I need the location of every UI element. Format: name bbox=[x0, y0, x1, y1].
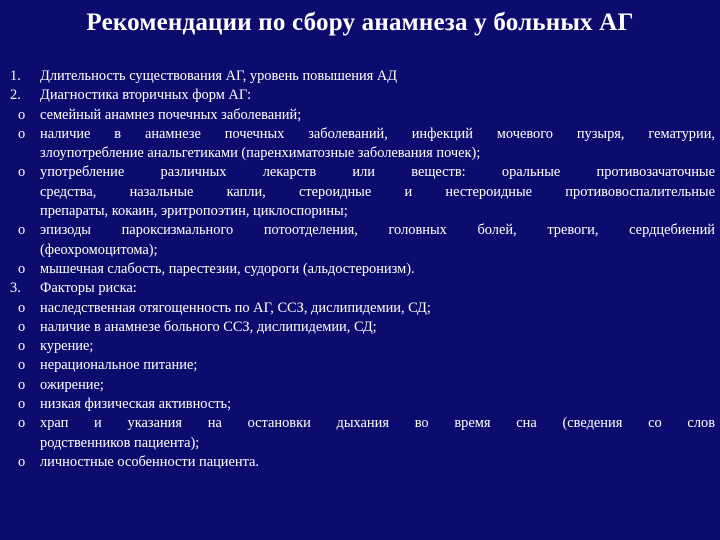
bullet-marker: o bbox=[18, 376, 26, 393]
list-item bbox=[10, 299, 715, 318]
list-item-text: наличие в анамнезе больного ССЗ, дислипидемии, СД; bbox=[40, 318, 377, 335]
bullet-marker: o bbox=[18, 125, 26, 142]
bullet-marker: o bbox=[18, 106, 26, 123]
section-heading: Длительность существования АГ, уровень повышения АД bbox=[40, 68, 398, 84]
list-item-text: препараты, кокаин, эритропоэтин, циклоспорины; bbox=[40, 203, 348, 220]
section-number: 2. bbox=[10, 87, 21, 104]
list-item-text: курение; bbox=[40, 338, 94, 355]
section-heading: Факторы риска: bbox=[40, 280, 137, 297]
bullet-marker: o bbox=[18, 338, 26, 355]
section-1 bbox=[10, 67, 715, 86]
bullet-marker: o bbox=[18, 415, 26, 432]
bullet-marker: o bbox=[18, 299, 26, 316]
list-item bbox=[10, 376, 715, 395]
list-item-text: храп и указания на остановки дыхания во время сна (сведения со слов bbox=[40, 415, 715, 432]
list-item bbox=[10, 337, 715, 356]
bullet-marker: o bbox=[18, 396, 26, 413]
list-item-text: мышечная слабость, парестезии, судороги (альдостеронизм). bbox=[40, 260, 415, 277]
list-item-text: семейный анамнез почечных заболеваний; bbox=[40, 106, 302, 123]
bullet-marker: o bbox=[18, 357, 26, 374]
list-item bbox=[10, 356, 715, 375]
list-item bbox=[10, 221, 715, 260]
list-item-text: низкая физическая активность; bbox=[40, 396, 232, 413]
list-item bbox=[10, 125, 715, 164]
list-item bbox=[10, 414, 715, 453]
list-item bbox=[10, 453, 715, 472]
bullet-marker: o bbox=[18, 453, 26, 470]
section-2 bbox=[10, 86, 715, 105]
list-item-text: эпизоды пароксизмального потоотделения, головных болей, тревоги, сердцебиений bbox=[40, 222, 715, 239]
bullet-marker: o bbox=[18, 222, 26, 239]
section-number: 3. bbox=[10, 280, 21, 297]
bullet-marker: o bbox=[18, 164, 26, 181]
list-item-text: наследственная отягощенность по АГ, ССЗ, дислипидемии, СД; bbox=[40, 299, 431, 316]
list-item-text: (феохромоцитома); bbox=[40, 241, 158, 258]
list-item-text: личностные особенности пациента. bbox=[40, 453, 260, 470]
section-2-list bbox=[10, 106, 715, 280]
section-heading: Диагностика вторичных форм АГ: bbox=[40, 87, 252, 104]
list-item bbox=[10, 106, 715, 125]
list-item-text: употребление различных лекарств или веществ: оральные противозачаточные bbox=[40, 164, 715, 181]
list-item-text: наличие в анамнезе почечных заболеваний, инфекций мочевого пузыря, гематурии, bbox=[40, 125, 715, 142]
slide-body bbox=[10, 67, 715, 472]
list-item bbox=[10, 163, 715, 221]
slide-title: Рекомендации по сбору анамнеза у больных АГ bbox=[86, 9, 634, 36]
list-item bbox=[10, 260, 715, 279]
list-item-text: ожирение; bbox=[40, 376, 104, 393]
list-item-text: средства, назальные капли, стероидные и нестероидные противовоспалительные bbox=[40, 183, 715, 200]
list-item-text: нерациональное питание; bbox=[40, 357, 198, 374]
bullet-marker: o bbox=[18, 318, 26, 335]
section-3 bbox=[10, 279, 715, 298]
list-item bbox=[10, 395, 715, 414]
list-item bbox=[10, 318, 715, 337]
list-item-text: злоупотребление анальгетиками (паренхиматозные заболевания почек); bbox=[40, 145, 481, 162]
list-item-text: родственников пациента); bbox=[40, 434, 200, 451]
section-number: 1. bbox=[10, 68, 21, 84]
section-3-list bbox=[10, 299, 715, 473]
bullet-marker: o bbox=[18, 260, 26, 277]
